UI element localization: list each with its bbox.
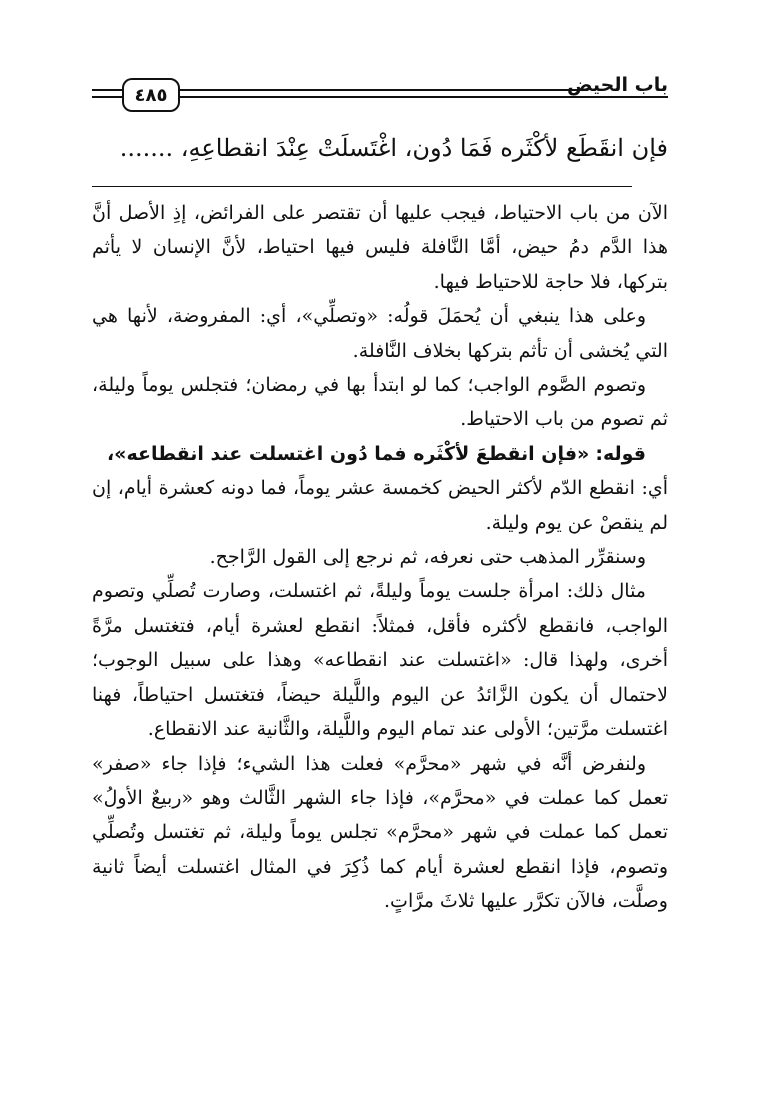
header-rule-bottom [178,96,668,98]
header-rule-top [178,89,588,91]
qawluhu-line [92,437,668,471]
paragraph: وسنقرِّر المذهب حتى نعرفه، ثم نرجع إلى القول الرَّاجح. [209,546,646,569]
paragraph: أي: انقطع الدّم لأكثر الحيض كخمسة عشر يوماً، فما دونه كعشرة أيام، إن لم ينقصْ عن يوم وليلة. [92,477,668,534]
header-rule-left-top [92,89,122,91]
header-rule-left-bottom [92,96,122,98]
paragraph: وتصوم الصَّوم الواجب؛ كما لو ابتدأ بها في رمضان؛ فتجلس يوماً وليلة، ثم تصوم من باب الاحتياط. [92,374,668,431]
matn-divider [92,186,632,187]
page-number: ٤٨٥ [122,78,180,112]
commentary-body [92,196,668,919]
matn-line: فإن انقَطَع لأكْثَره فَمَا دُون، اغْتَسلَتْ عِنْدَ انقطاعِهِ، ....... [119,134,668,162]
paragraph: وعلى هذا ينبغي أن يُحمَلَ قولُه: «وتصلِّي»، أي: المفروضة، لأنها هي التي يُخشى أن تأثم بتركها بخلاف النَّافلة. [92,305,668,362]
paragraph: مثال ذلك: امرأة جلست يوماً وليلةً، ثم اغتسلت، وصارت تُصلِّي وتصوم الواجب، فانقطع لأكثره فأقل، فمثلاً: انقطع لعشرة أيام، فتغتسل مرَّةً أخرى، ولهذا قال: «اغتسلت عند انقطاعه» وهذا على سبيل الوجوب؛ لاحتمال أن يكون الزَّائدُ عن اليوم واللَّيلة حيضاً، فتغتسل احتياطاً، فهنا اغتسلت مرَّتين؛ الأولى عند تمام اليوم واللَّيلة، والثَّانية عند الانقطاع. [92,580,668,741]
qawluhu-label: قوله: [595,442,646,465]
qawluhu-quote: «فإن انقطعَ لأكْثَره فما دُون اغتسلت عند انقطاعه»، [106,442,590,465]
paragraph: ولنفرض أنَّه في شهر «محرَّم» فعلت هذا الشيء؛ فإذا جاء «صفر» تعمل كما عملت في «محرَّم»، فإذا جاء الشهر الثَّالث وهو «ربيعٌ الأولُ» تعمل كما عملت في شهر «محرَّم» تجلس يوماً وليلة، ثم تغتسل وتُصلِّي وتصوم، فإذا انقطع لعشرة أيام كما ذُكِرَ في المثال اغتسلت أيضاً ثانية وصلَّت، فالآن تكرَّر عليها ثلاثَ مرَّاتٍ. [92,752,668,913]
running-title: باب الحيض [567,74,668,96]
paragraph: الآن من باب الاحتياط، فيجب عليها أن تقتصر على الفرائض، إذِ الأصل أنَّ هذا الدَّم دمُ حيض، أمَّا النَّافلة فليس فيها احتياط، لأنَّ الإنسان لا يأثم بتركها، فلا حاجة للاحتياط فيها. [92,202,668,293]
